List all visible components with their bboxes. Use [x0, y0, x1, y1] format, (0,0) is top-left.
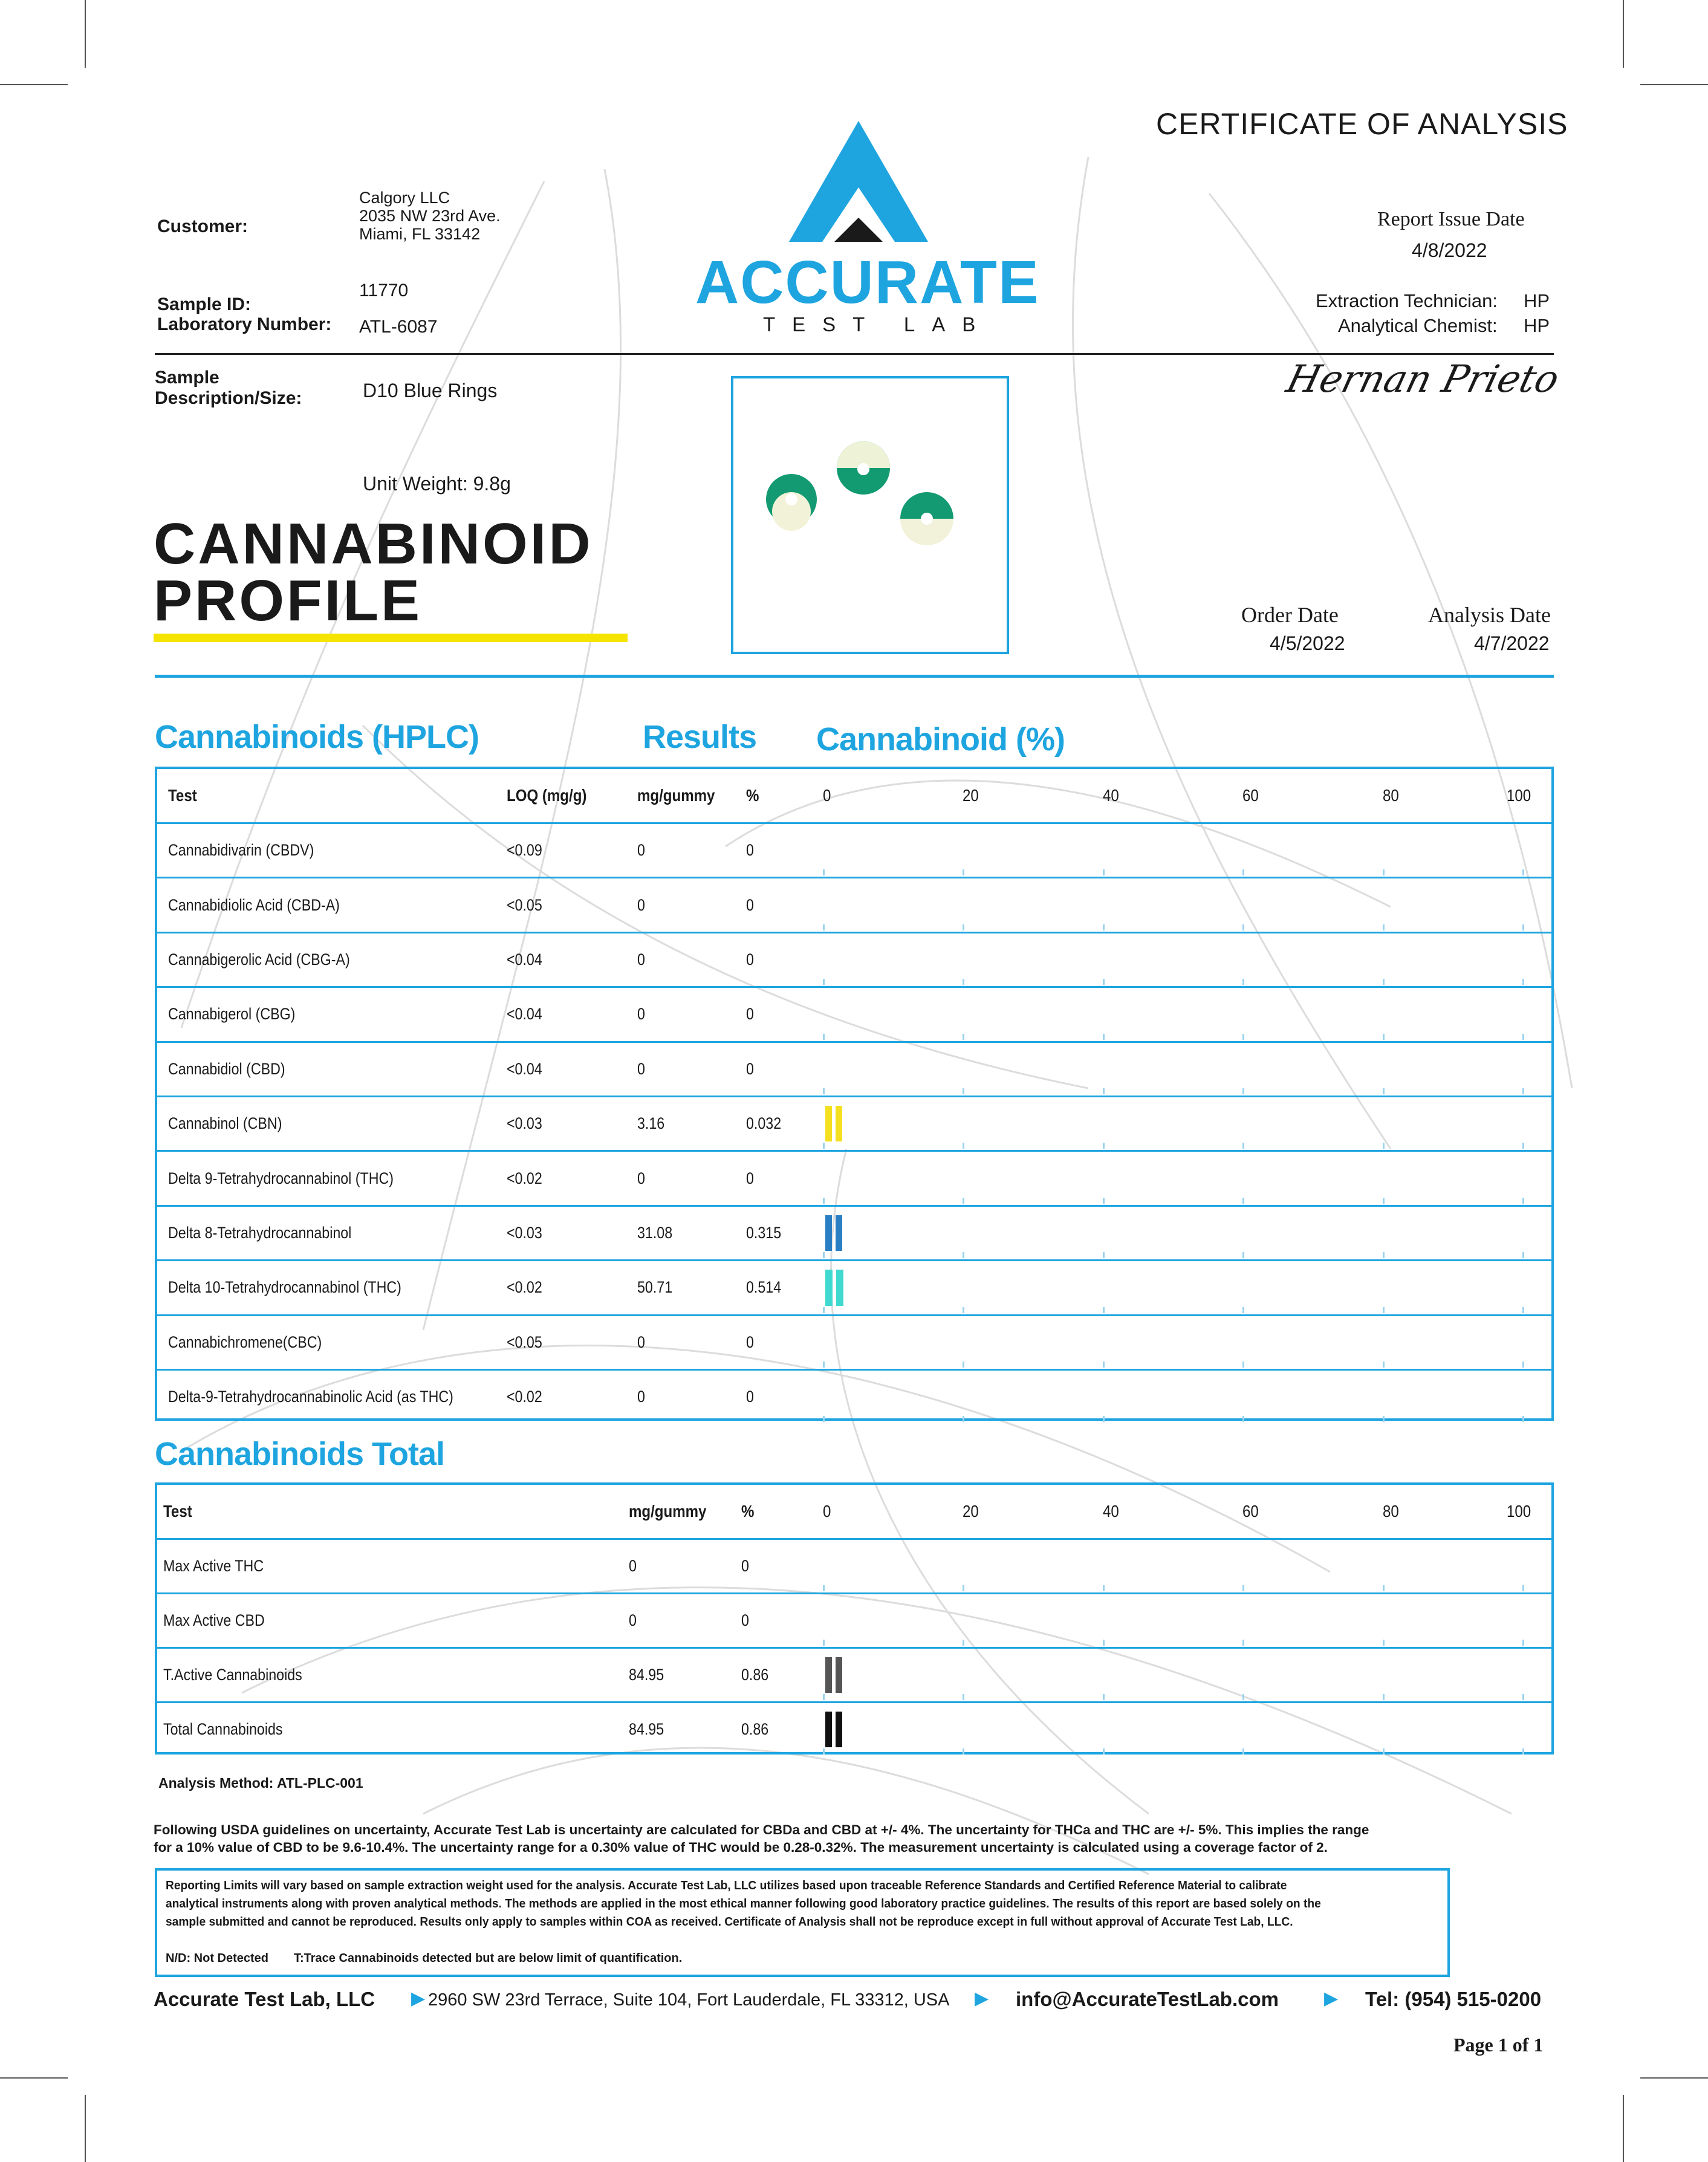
- axis-tick-label: 20: [963, 1502, 979, 1521]
- cannabinoids-table: [155, 767, 1554, 1421]
- unit-weight: Unit Weight: 9.8g: [363, 473, 511, 495]
- nd-note: N/D: Not Detected: [166, 1952, 269, 1965]
- axis-tick: [1242, 1416, 1244, 1422]
- axis-tick: [1522, 1640, 1524, 1646]
- cell-pct: 0: [741, 1611, 749, 1629]
- axis-tick-label: 80: [1382, 786, 1399, 805]
- cell-test: T.Active Cannabinoids: [163, 1666, 302, 1684]
- cell-pct: 0: [746, 1333, 754, 1351]
- cell-test: Delta 8-Tetrahydrocannabinol: [168, 1223, 352, 1242]
- axis-tick: [1103, 1143, 1105, 1149]
- column-header-test: Test: [168, 786, 197, 805]
- analytical-chemist-value: HP: [1524, 315, 1550, 336]
- axis-tick: [1103, 924, 1105, 930]
- extraction-technician-value: HP: [1524, 290, 1550, 311]
- axis-tick: [1522, 1585, 1524, 1591]
- axis-tick: [963, 1252, 964, 1258]
- table-row: [157, 822, 1551, 877]
- axis-tick: [823, 1694, 825, 1700]
- section-title-hplc: Cannabinoids (HPLC): [155, 719, 479, 755]
- cell-test: Delta 9-Tetrahydrocannabinol (THC): [168, 1169, 394, 1187]
- axis-tick: [1383, 1252, 1385, 1258]
- footer-telephone: Tel: (954) 515-0200: [1365, 1988, 1542, 2010]
- axis-tick: [823, 1088, 825, 1094]
- cell-loq: <0.04: [507, 950, 542, 969]
- cell-loq: <0.05: [507, 1333, 542, 1351]
- column-header-mg: mg/gummy: [637, 786, 715, 805]
- cell-loq: <0.04: [507, 1059, 542, 1078]
- axis-tick: [1242, 1748, 1244, 1755]
- axis-tick: [1522, 1748, 1524, 1755]
- axis-tick: [1103, 1585, 1105, 1591]
- axis-tick: [823, 1640, 825, 1646]
- axis-tick: [823, 979, 825, 985]
- cell-pct: 0.032: [746, 1114, 782, 1133]
- cell-mg: 3.16: [637, 1114, 665, 1133]
- table-row: [157, 877, 1551, 931]
- footer-arrow-icon: ▶: [1324, 1988, 1339, 2008]
- axis-tick: [1522, 1088, 1524, 1094]
- footer-address: 2960 SW 23rd Terrace, Suite 104, Fort Lauderdale, FL 33312, USA: [428, 1990, 950, 2010]
- axis-tick: [1522, 1034, 1524, 1040]
- axis-tick: [1383, 869, 1385, 875]
- axis-tick: [1383, 1034, 1385, 1040]
- sample-id-label: Sample ID:: [157, 294, 252, 314]
- customer-address-2: Miami, FL 33142: [359, 225, 481, 243]
- axis-tick: [1522, 979, 1524, 985]
- cell-test: Cannabidivarin (CBDV): [168, 841, 314, 860]
- cannabinoids-total-table: [155, 1482, 1554, 1755]
- axis-tick: [1383, 1307, 1385, 1313]
- customer-address-1: 2035 NW 23rd Ave.: [359, 207, 501, 225]
- axis-tick: [823, 1034, 825, 1040]
- sample-desc-label-1: Sample: [155, 368, 219, 388]
- cell-mg: 0: [637, 1388, 645, 1406]
- analytical-chemist-label: Analytical Chemist:: [1338, 315, 1498, 336]
- bar-mark: [825, 1106, 832, 1141]
- axis-tick: [1522, 1416, 1524, 1422]
- axis-tick-label: 100: [1507, 1502, 1531, 1521]
- profile-title-line-2: PROFILE: [154, 568, 423, 633]
- axis-tick: [1522, 1307, 1524, 1313]
- axis-tick: [1103, 1198, 1105, 1204]
- sample-desc-label-2: Description/Size:: [155, 388, 302, 408]
- axis-tick: [1103, 1748, 1105, 1755]
- cell-test: Cannabidiol (CBD): [168, 1059, 285, 1078]
- axis-tick: [1242, 1034, 1244, 1040]
- axis-tick: [1522, 1252, 1524, 1258]
- axis-tick: [823, 869, 825, 875]
- axis-tick: [963, 979, 964, 985]
- profile-underline: [154, 634, 628, 642]
- cell-mg: 31.08: [637, 1223, 673, 1242]
- cell-pct: 0: [746, 1005, 754, 1024]
- axis-tick: [963, 1694, 964, 1700]
- bar-mark: [836, 1657, 842, 1693]
- customer-name: Calgory LLC: [359, 189, 450, 207]
- cell-test: Total Cannabinoids: [163, 1720, 283, 1738]
- axis-tick: [1242, 1088, 1244, 1094]
- cell-loq: <0.02: [507, 1169, 542, 1187]
- cell-mg: 0: [629, 1557, 637, 1575]
- accurate-logo-icon: [789, 121, 928, 248]
- extraction-technician-label: Extraction Technician:: [1316, 290, 1498, 311]
- cell-pct: 0: [746, 1388, 754, 1406]
- order-date-label: Order Date: [1241, 603, 1339, 627]
- cell-test: Max Active CBD: [163, 1611, 265, 1629]
- axis-tick: [963, 1143, 964, 1149]
- axis-tick: [1522, 869, 1524, 875]
- cell-test: Cannabigerolic Acid (CBG-A): [168, 950, 350, 969]
- axis-tick-label: 60: [1242, 1502, 1259, 1521]
- cell-mg: 0: [637, 1059, 645, 1078]
- signature: Hernan Prieto: [1282, 357, 1564, 401]
- cell-mg: 0: [637, 950, 645, 969]
- axis-tick: [1103, 1640, 1105, 1646]
- header-divider: [155, 353, 1554, 355]
- cell-test: Delta 10-Tetrahydrocannabinol (THC): [168, 1278, 401, 1297]
- bar-mark: [836, 1215, 842, 1251]
- disclaimer-line-2: analytical instruments along with proven analytical methods. The methods are applied in the most ethical manner following good laboratory practice guidelines. The results of this report are based solely on the: [166, 1897, 1321, 1910]
- column-header-loq: LOQ (mg/g): [507, 786, 587, 805]
- axis-tick: [1383, 1362, 1385, 1368]
- column-header-mg: mg/gummy: [629, 1502, 707, 1521]
- axis-tick: [963, 1088, 964, 1094]
- footer-arrow-icon: ▶: [975, 1988, 989, 2008]
- report-issue-date: 4/8/2022: [1412, 239, 1487, 261]
- axis-tick: [1242, 1143, 1244, 1149]
- axis-tick: [1103, 1034, 1105, 1040]
- table-row: [157, 986, 1551, 1040]
- axis-tick: [1103, 1694, 1105, 1700]
- axis-tick: [823, 1143, 825, 1149]
- section-title-results: Results: [643, 719, 757, 755]
- axis-tick: [963, 1362, 964, 1368]
- cell-mg: 84.95: [629, 1666, 664, 1684]
- column-header-test: Test: [163, 1502, 192, 1521]
- axis-tick: [1522, 924, 1524, 930]
- cell-test: Max Active THC: [163, 1557, 264, 1575]
- cell-pct: 0.86: [741, 1720, 769, 1738]
- cell-test: Cannabinol (CBN): [168, 1114, 282, 1133]
- axis-tick: [1242, 1640, 1244, 1646]
- cell-test: Cannabichromene(CBC): [168, 1333, 322, 1351]
- profile-divider: [155, 675, 1554, 678]
- axis-tick: [1242, 1694, 1244, 1700]
- axis-tick-label: 40: [1102, 786, 1119, 805]
- axis-tick: [1103, 1416, 1105, 1422]
- axis-tick-label: 0: [823, 786, 831, 805]
- axis-tick: [963, 1416, 964, 1422]
- axis-tick: [963, 924, 964, 930]
- lab-number: ATL-6087: [359, 317, 438, 337]
- table-header-row: [157, 1485, 1551, 1538]
- cell-test: Cannabigerol (CBG): [168, 1005, 296, 1024]
- axis-tick: [1522, 1143, 1524, 1149]
- axis-tick: [1383, 1585, 1385, 1591]
- cell-loq: <0.09: [507, 841, 542, 860]
- axis-tick: [1522, 1362, 1524, 1368]
- axis-tick-label: 20: [963, 786, 979, 805]
- cell-mg: 0: [629, 1611, 637, 1629]
- axis-tick: [1103, 1088, 1105, 1094]
- cell-pct: 0.86: [741, 1666, 769, 1684]
- column-header-pct: %: [746, 786, 759, 805]
- axis-tick-label: 40: [1102, 1502, 1119, 1521]
- axis-tick: [823, 1585, 825, 1591]
- axis-tick: [963, 869, 964, 875]
- sample-photo: [731, 376, 1009, 654]
- bar-mark: [825, 1215, 832, 1251]
- axis-tick-label: 100: [1507, 786, 1531, 805]
- cell-pct: 0: [746, 1169, 754, 1187]
- axis-tick: [1103, 869, 1105, 875]
- cell-loq: <0.02: [507, 1278, 542, 1297]
- report-issue-label: Report Issue Date: [1377, 208, 1525, 230]
- table-row: [157, 1041, 1551, 1096]
- cell-mg: 0: [637, 895, 645, 914]
- footer-arrow-icon: ▶: [411, 1988, 426, 2008]
- axis-tick: [823, 1307, 825, 1313]
- sample-description: D10 Blue Rings: [363, 380, 498, 401]
- cell-test: Delta-9-Tetrahydrocannabinolic Acid (as THC): [168, 1388, 453, 1406]
- axis-tick: [1383, 979, 1385, 985]
- axis-tick-label: 80: [1382, 1502, 1399, 1521]
- cell-pct: 0: [746, 950, 754, 969]
- logo-name: ACCURATE: [695, 248, 1040, 316]
- axis-tick: [823, 1252, 825, 1258]
- cell-pct: 0: [746, 1059, 754, 1078]
- table-row: [157, 1647, 1551, 1701]
- table-header-row: [157, 769, 1551, 822]
- order-date: 4/5/2022: [1270, 632, 1345, 654]
- cell-pct: 0.315: [746, 1223, 782, 1242]
- axis-tick: [823, 1416, 825, 1422]
- analysis-method: Analysis Method: ATL-PLC-001: [158, 1775, 363, 1791]
- footer-company: Accurate Test Lab, LLC: [154, 1988, 375, 2010]
- cell-mg: 84.95: [629, 1720, 664, 1738]
- cell-mg: 50.71: [637, 1278, 673, 1297]
- axis-tick: [1383, 1748, 1385, 1755]
- axis-tick: [1522, 1694, 1524, 1700]
- column-header-pct: %: [741, 1502, 755, 1521]
- sample-id: 11770: [359, 281, 409, 300]
- axis-tick-label: 60: [1242, 786, 1259, 805]
- cell-test: Cannabidiolic Acid (CBD-A): [168, 895, 340, 914]
- section-title-total: Cannabinoids Total: [155, 1436, 444, 1472]
- cell-mg: 0: [637, 841, 645, 860]
- disclaimer-line-1: Reporting Limits will vary based on sample extraction weight used for the analysis. Accurate Test Lab, LLC utilizes based upon traceable Reference Standards and Certified Reference Material to calibrate: [166, 1879, 1287, 1892]
- axis-tick: [1383, 1143, 1385, 1149]
- table-row: [157, 1701, 1551, 1756]
- axis-tick: [1383, 1640, 1385, 1646]
- analysis-date-label: Analysis Date: [1428, 603, 1551, 627]
- cell-loq: <0.03: [507, 1223, 542, 1242]
- axis-tick: [963, 1585, 964, 1591]
- table-row: [157, 1592, 1551, 1647]
- axis-tick: [1242, 869, 1244, 875]
- lab-number-label: Laboratory Number:: [157, 314, 332, 334]
- bar-mark: [825, 1657, 832, 1693]
- axis-tick-label: 0: [823, 1502, 831, 1521]
- axis-tick: [963, 1034, 964, 1040]
- footer-email[interactable]: info@AccurateTestLab.com: [1016, 1988, 1279, 2010]
- uncertainty-line-2: for a 10% value of CBD to be 9.6-10.4%. The uncertainty range for a 0.30% value of THC would be 0.28-0.32%. The measurement uncertainty is calculated using a coverage factor of 2.: [154, 1840, 1328, 1855]
- page-number: Page 1 of 1: [1453, 2034, 1544, 2056]
- section-title-percent: Cannabinoid (%): [816, 721, 1065, 758]
- axis-tick: [823, 1198, 825, 1204]
- uncertainty-line-1: Following USDA guidelines on uncertainty, Accurate Test Lab is uncertainty are calculated for CBDa and CBD at +/- 4%. The uncertainty for THCa and THC are +/- 5%. This implies the range: [154, 1822, 1369, 1837]
- axis-tick: [823, 1362, 825, 1368]
- cell-pct: 0.514: [746, 1278, 782, 1297]
- cell-pct: 0: [746, 895, 754, 914]
- axis-tick: [1383, 1694, 1385, 1700]
- axis-tick: [1242, 979, 1244, 985]
- axis-tick: [823, 1748, 825, 1755]
- axis-tick: [823, 924, 825, 930]
- axis-tick: [1242, 924, 1244, 930]
- bar-mark: [825, 1270, 833, 1305]
- axis-tick: [1242, 1585, 1244, 1591]
- axis-tick: [1242, 1362, 1244, 1368]
- disclaimer-box: [155, 1868, 1450, 1977]
- axis-tick: [963, 1198, 964, 1204]
- axis-tick: [1383, 1088, 1385, 1094]
- bar-mark: [836, 1712, 842, 1747]
- axis-tick: [1383, 1198, 1385, 1204]
- customer-label: Customer:: [157, 216, 248, 236]
- table-row: [157, 1096, 1551, 1150]
- cell-mg: 0: [637, 1005, 645, 1024]
- cell-loq: <0.04: [507, 1005, 542, 1024]
- cell-pct: 0: [746, 841, 754, 860]
- logo-subtitle: TEST LAB: [763, 313, 993, 336]
- axis-tick: [1383, 924, 1385, 930]
- cell-loq: <0.02: [507, 1388, 542, 1406]
- gummy-rings-image: [733, 378, 1007, 652]
- analysis-date: 4/7/2022: [1474, 632, 1550, 654]
- axis-tick: [1242, 1307, 1244, 1313]
- axis-tick: [1103, 1362, 1105, 1368]
- axis-tick: [1103, 979, 1105, 985]
- cell-mg: 0: [637, 1333, 645, 1351]
- table-row: [157, 1369, 1551, 1423]
- axis-tick: [963, 1307, 964, 1313]
- axis-tick: [1103, 1307, 1105, 1313]
- axis-tick: [1242, 1252, 1244, 1258]
- axis-tick: [1522, 1198, 1524, 1204]
- table-row: [157, 1259, 1551, 1314]
- document-title: CERTIFICATE OF ANALYSIS: [1156, 107, 1568, 141]
- cell-loq: <0.03: [507, 1114, 542, 1133]
- table-row: [157, 1538, 1551, 1592]
- axis-tick: [1383, 1416, 1385, 1422]
- table-row: [157, 1205, 1551, 1259]
- table-row: [157, 932, 1551, 986]
- table-row: [157, 1314, 1551, 1369]
- cell-loq: <0.05: [507, 895, 542, 914]
- axis-tick: [1103, 1252, 1105, 1258]
- axis-tick: [1242, 1198, 1244, 1204]
- disclaimer-line-3: sample submitted and cannot be reproduced. Results only apply to samples within COA as received. Certificate of Analysis shall not be reproduce except in full without approval of Accurate Test Lab, LLC.: [166, 1915, 1293, 1929]
- bar-mark: [836, 1270, 843, 1305]
- axis-tick: [963, 1640, 964, 1646]
- profile-title-line-1: CANNABINOID: [154, 511, 593, 576]
- table-row: [157, 1150, 1551, 1204]
- bar-mark: [836, 1106, 842, 1141]
- cell-pct: 0: [741, 1557, 749, 1575]
- axis-tick: [963, 1748, 964, 1755]
- cell-mg: 0: [637, 1169, 645, 1187]
- trace-note: T:Trace Cannabinoids detected but are below limit of quantification.: [294, 1952, 683, 1965]
- bar-mark: [825, 1712, 832, 1747]
